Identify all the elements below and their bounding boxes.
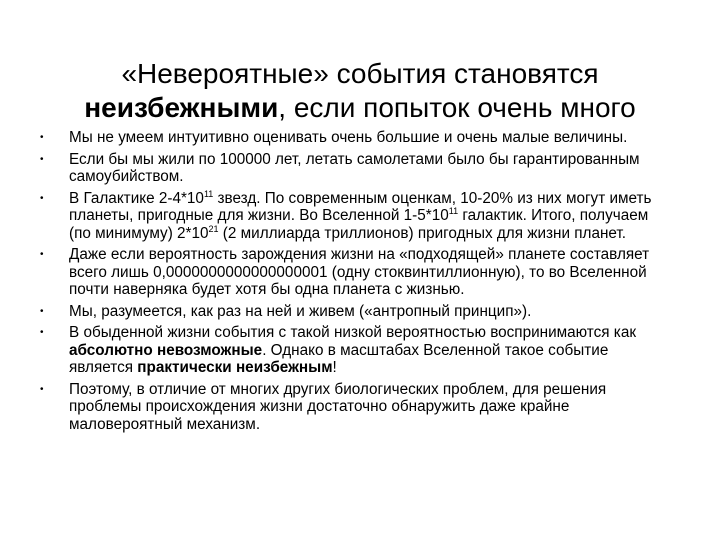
bullet-text-part: В обыденной жизни события с такой низкой вероятностью воспринимаются как — [69, 324, 637, 341]
bullet-emphasis: практически неизбежным — [137, 359, 333, 376]
title-line-1: «Невероятные» события становятся — [121, 57, 599, 89]
bullet-text — [69, 324, 636, 376]
bullet-text — [69, 190, 652, 242]
bullet-text-part: ! — [332, 359, 337, 376]
bullet-dot-icon: • — [40, 327, 44, 338]
bullet-text-part: В Галактике 2-4*10 — [69, 189, 204, 207]
bullet-item-conclusion — [40, 381, 670, 434]
bullet-item-everyday — [40, 324, 670, 377]
bullet-text: Если бы мы жили по 100000 лет, летать самолетами было бы гарантированным самоубийством. — [69, 150, 640, 185]
bullet-text-part: (2 миллиарда триллионов) пригодных для жизни планет. — [218, 224, 626, 242]
slide-title — [20, 57, 700, 125]
bullet-text-part: звезд. По современным оценкам, 10-20% из них могут иметь планеты, пригодные для жизни. Во Вселенной 1-5*10 — [69, 189, 652, 224]
bullet-text: Даже если вероятность зарождения жизни на «подходящей» планете составляет всего лишь 0,0000000000000000001 (одну стоквинтиллионную), то во Вселенной почти наверняка будет хотя бы одна планета с жизнью. — [69, 246, 650, 298]
bullet-text-part: галактик. Итого, получаем (по минимуму) 2*10 — [69, 207, 649, 242]
bullet-item-lifespan — [40, 151, 670, 186]
bullet-dot-icon: • — [40, 192, 44, 204]
bullet-item-intuition — [40, 129, 670, 147]
bullet-list — [40, 129, 670, 437]
bullet-emphasis: абсолютно невозможные — [69, 341, 263, 359]
title-emphasis: неизбежными — [84, 91, 279, 123]
bullet-item-anthropic — [40, 303, 670, 321]
exponent: 11 — [203, 188, 214, 199]
bullet-item-galaxy — [40, 190, 670, 243]
bullet-dot-icon: • — [40, 383, 44, 395]
exponent: 11 — [448, 206, 459, 216]
bullet-text: Поэтому, в отличие от многих других биологических проблем, для решения проблемы происхождения жизни достаточно обнаружить даже крайне маловероятный механизм. — [69, 380, 607, 433]
bullet-item-probability — [40, 246, 670, 299]
bullet-dot-icon: • — [40, 249, 44, 260]
bullet-text: Мы, разумеется, как раз на ней и живем («антропный принцип»). — [69, 302, 532, 320]
bullet-text-part: . Однако в масштабах Вселенной такое событие является — [69, 341, 609, 376]
bullet-dot-icon: • — [40, 132, 44, 143]
exponent: 21 — [208, 223, 219, 234]
bullet-dot-icon: • — [40, 153, 44, 165]
bullet-dot-icon: • — [40, 305, 44, 317]
title-line-2-rest: , если попыток очень много — [278, 91, 636, 123]
bullet-text: Мы не умеем интуитивно оценивать очень большие и очень малые величины. — [69, 129, 628, 146]
